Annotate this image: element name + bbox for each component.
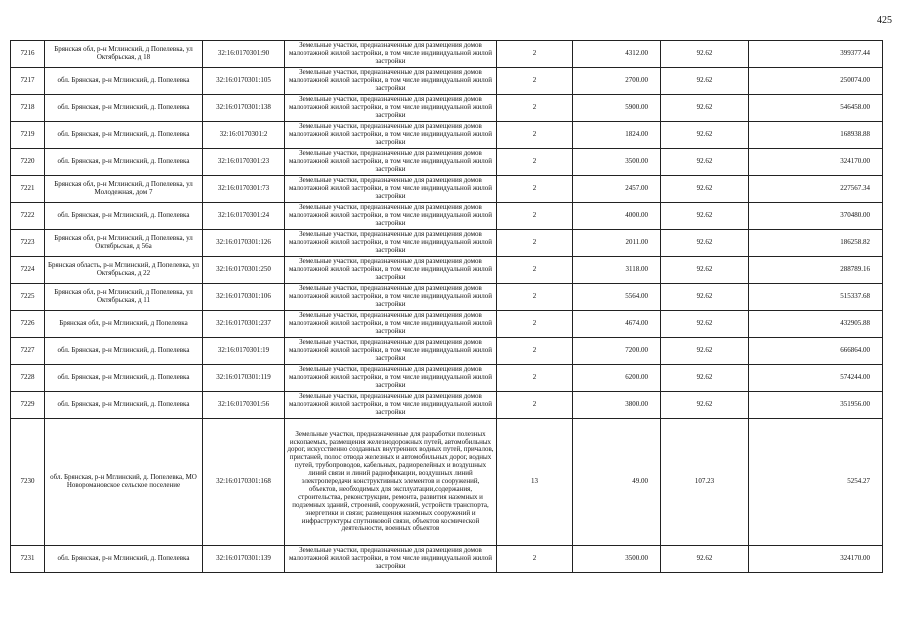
area-cell: 3500.00 xyxy=(573,546,661,573)
row-number-cell: 7220 xyxy=(11,149,45,176)
address-cell: Брянская обл, р-н Мглинский, д Попелевка, ул Октябрьская, д 11 xyxy=(45,284,203,311)
cadastral-value-cell: 168938.88 xyxy=(749,122,883,149)
specific-value-cell: 92.62 xyxy=(661,41,749,68)
table-row xyxy=(11,203,883,230)
area-cell: 4000.00 xyxy=(573,203,661,230)
page-number: 425 xyxy=(877,15,892,26)
cadastral-value-cell: 515337.68 xyxy=(749,284,883,311)
specific-value-cell: 92.62 xyxy=(661,284,749,311)
table-row xyxy=(11,149,883,176)
cadastral-number-cell: 32:16:0170301:90 xyxy=(203,41,285,68)
group-code-cell: 2 xyxy=(497,203,573,230)
address-cell: обл. Брянская, р-н Мглинский, д. Попелевка xyxy=(45,392,203,419)
row-number-cell: 7230 xyxy=(11,419,45,546)
cadastral-value-cell: 351956.00 xyxy=(749,392,883,419)
row-number-cell: 7225 xyxy=(11,284,45,311)
cadastral-value-cell: 574244.00 xyxy=(749,365,883,392)
address-cell: обл. Брянская, р-н Мглинский, д. Попелевка xyxy=(45,149,203,176)
specific-value-cell: 92.62 xyxy=(661,176,749,203)
area-cell: 2011.00 xyxy=(573,230,661,257)
cadastral-number-cell: 32:16:0170301:138 xyxy=(203,95,285,122)
land-use-description-cell: Земельные участки, предназначенные для размещения домов малоэтажной жилой застройки, в том числе индивидуальной жилой застройки xyxy=(285,338,497,365)
land-use-description-cell: Земельные участки, предназначенные для разработки полезных ископаемых, размещения железнодорожных путей, автомобильных дорог, искусственно созданных внутренних водных путей, причалов, пристаней, полос отвода железных и автомобильных дорог, водных путей, трубопроводов, кабельных, радиорелейных и воздушных линий связи и линий радиофикации, воздушных линий электропередачи конструктивных элементов и сооружений, объектов, необходимых для эксплуатации,содержания, строительства, реконструкции, ремонта, развития наземных и подземных зданий, строений, сооружений, устройств транспорта, энергетики и связи; размещения наземных сооружений и инфраструктуры спутниковой связи, объектов космической деятельности, военных объектов xyxy=(285,419,497,546)
cadastral-number-cell: 32:16:0170301:2 xyxy=(203,122,285,149)
group-code-cell: 2 xyxy=(497,68,573,95)
row-number-cell: 7223 xyxy=(11,230,45,257)
cadastral-number-cell: 32:16:0170301:106 xyxy=(203,284,285,311)
table-row xyxy=(11,230,883,257)
table-row xyxy=(11,392,883,419)
group-code-cell: 2 xyxy=(497,311,573,338)
row-number-cell: 7228 xyxy=(11,365,45,392)
land-use-description-cell: Земельные участки, предназначенные для размещения домов малоэтажной жилой застройки, в том числе индивидуальной жилой застройки xyxy=(285,95,497,122)
address-cell: обл. Брянская, р-н Мглинский, д. Попелевка xyxy=(45,546,203,573)
area-cell: 5900.00 xyxy=(573,95,661,122)
area-cell: 6200.00 xyxy=(573,365,661,392)
specific-value-cell: 92.62 xyxy=(661,149,749,176)
address-cell: обл. Брянская, р-н Мглинский, д. Попелевка xyxy=(45,68,203,95)
land-use-description-cell: Земельные участки, предназначенные для размещения домов малоэтажной жилой застройки, в том числе индивидуальной жилой застройки xyxy=(285,203,497,230)
cadastral-number-cell: 32:16:0170301:24 xyxy=(203,203,285,230)
address-cell: обл. Брянская, р-н Мглинский, д. Попелевка, МО Новоромановское сельское поселение xyxy=(45,419,203,546)
specific-value-cell: 92.62 xyxy=(661,203,749,230)
table-row xyxy=(11,95,883,122)
cadastral-value-cell: 432905.88 xyxy=(749,311,883,338)
cadastral-value-cell: 186258.82 xyxy=(749,230,883,257)
table-row xyxy=(11,176,883,203)
specific-value-cell: 92.62 xyxy=(661,338,749,365)
cadastral-number-cell: 32:16:0170301:56 xyxy=(203,392,285,419)
address-cell: Брянская обл, р-н Мглинский, д Попелевка, ул Октябрьская, д 56а xyxy=(45,230,203,257)
table-row xyxy=(11,122,883,149)
cadastral-value-cell: 324170.00 xyxy=(749,546,883,573)
cadastral-value-cell: 288789.16 xyxy=(749,257,883,284)
group-code-cell: 2 xyxy=(497,176,573,203)
cadastral-number-cell: 32:16:0170301:19 xyxy=(203,338,285,365)
specific-value-cell: 92.62 xyxy=(661,365,749,392)
address-cell: Брянская обл, р-н Мглинский, д Попелевка xyxy=(45,311,203,338)
land-use-description-cell: Земельные участки, предназначенные для размещения домов малоэтажной жилой застройки, в том числе индивидуальной жилой застройки xyxy=(285,257,497,284)
row-number-cell: 7226 xyxy=(11,311,45,338)
row-number-cell: 7222 xyxy=(11,203,45,230)
cadastral-number-cell: 32:16:0170301:237 xyxy=(203,311,285,338)
land-use-description-cell: Земельные участки, предназначенные для размещения домов малоэтажной жилой застройки, в том числе индивидуальной жилой застройки xyxy=(285,230,497,257)
group-code-cell: 2 xyxy=(497,149,573,176)
table-row xyxy=(11,419,883,546)
cadastral-number-cell: 32:16:0170301:119 xyxy=(203,365,285,392)
land-use-description-cell: Земельные участки, предназначенные для размещения домов малоэтажной жилой застройки, в том числе индивидуальной жилой застройки xyxy=(285,149,497,176)
table-row xyxy=(11,365,883,392)
cadastral-value-cell: 399377.44 xyxy=(749,41,883,68)
cadastral-value-cell: 250074.00 xyxy=(749,68,883,95)
group-code-cell: 2 xyxy=(497,284,573,311)
row-number-cell: 7216 xyxy=(11,41,45,68)
cadastral-value-cell: 227567.34 xyxy=(749,176,883,203)
land-use-description-cell: Земельные участки, предназначенные для размещения домов малоэтажной жилой застройки, в том числе индивидуальной жилой застройки xyxy=(285,546,497,573)
specific-value-cell: 92.62 xyxy=(661,311,749,338)
address-cell: обл. Брянская, р-н Мглинский, д. Попелевка xyxy=(45,338,203,365)
cadastral-value-cell: 370480.00 xyxy=(749,203,883,230)
row-number-cell: 7231 xyxy=(11,546,45,573)
address-cell: обл. Брянская, р-н Мглинский, д. Попелевка xyxy=(45,122,203,149)
area-cell: 4312.00 xyxy=(573,41,661,68)
specific-value-cell: 92.62 xyxy=(661,68,749,95)
land-use-description-cell: Земельные участки, предназначенные для размещения домов малоэтажной жилой застройки, в том числе индивидуальной жилой застройки xyxy=(285,122,497,149)
area-cell: 3800.00 xyxy=(573,392,661,419)
area-cell: 3118.00 xyxy=(573,257,661,284)
table-row xyxy=(11,257,883,284)
land-use-description-cell: Земельные участки, предназначенные для размещения домов малоэтажной жилой застройки, в том числе индивидуальной жилой застройки xyxy=(285,176,497,203)
land-use-description-cell: Земельные участки, предназначенные для размещения домов малоэтажной жилой застройки, в том числе индивидуальной жилой застройки xyxy=(285,68,497,95)
area-cell: 4674.00 xyxy=(573,311,661,338)
cadastral-value-table xyxy=(10,40,883,573)
table-row xyxy=(11,338,883,365)
cadastral-number-cell: 32:16:0170301:168 xyxy=(203,419,285,546)
table-row xyxy=(11,284,883,311)
cadastral-number-cell: 32:16:0170301:23 xyxy=(203,149,285,176)
cadastral-number-cell: 32:16:0170301:73 xyxy=(203,176,285,203)
group-code-cell: 2 xyxy=(497,257,573,284)
table-row xyxy=(11,311,883,338)
group-code-cell: 2 xyxy=(497,41,573,68)
table-body xyxy=(11,41,883,573)
address-cell: обл. Брянская, р-н Мглинский, д. Попелевка xyxy=(45,365,203,392)
address-cell: Брянская область, р-н Мглинский, д Попелевка, ул Октябрьская, д 22 xyxy=(45,257,203,284)
cadastral-number-cell: 32:16:0170301:250 xyxy=(203,257,285,284)
row-number-cell: 7221 xyxy=(11,176,45,203)
address-cell: Брянская обл, р-н Мглинский, д Попелевка, ул Октябрьская, д 18 xyxy=(45,41,203,68)
row-number-cell: 7218 xyxy=(11,95,45,122)
specific-value-cell: 92.62 xyxy=(661,230,749,257)
area-cell: 2457.00 xyxy=(573,176,661,203)
area-cell: 7200.00 xyxy=(573,338,661,365)
group-code-cell: 2 xyxy=(497,95,573,122)
row-number-cell: 7219 xyxy=(11,122,45,149)
group-code-cell: 2 xyxy=(497,230,573,257)
specific-value-cell: 92.62 xyxy=(661,546,749,573)
land-use-description-cell: Земельные участки, предназначенные для размещения домов малоэтажной жилой застройки, в том числе индивидуальной жилой застройки xyxy=(285,284,497,311)
address-cell: обл. Брянская, р-н Мглинский, д. Попелевка xyxy=(45,95,203,122)
specific-value-cell: 107.23 xyxy=(661,419,749,546)
cadastral-value-cell: 5254.27 xyxy=(749,419,883,546)
specific-value-cell: 92.62 xyxy=(661,392,749,419)
table-row xyxy=(11,41,883,68)
cadastral-number-cell: 32:16:0170301:139 xyxy=(203,546,285,573)
row-number-cell: 7227 xyxy=(11,338,45,365)
land-use-description-cell: Земельные участки, предназначенные для размещения домов малоэтажной жилой застройки, в том числе индивидуальной жилой застройки xyxy=(285,365,497,392)
group-code-cell: 2 xyxy=(497,365,573,392)
group-code-cell: 2 xyxy=(497,122,573,149)
group-code-cell: 2 xyxy=(497,392,573,419)
cadastral-value-cell: 546458.00 xyxy=(749,95,883,122)
land-use-description-cell: Земельные участки, предназначенные для размещения домов малоэтажной жилой застройки, в том числе индивидуальной жилой застройки xyxy=(285,41,497,68)
address-cell: Брянская обл, р-н Мглинский, д Попелевка, ул Молодежная, дом 7 xyxy=(45,176,203,203)
row-number-cell: 7229 xyxy=(11,392,45,419)
group-code-cell: 2 xyxy=(497,546,573,573)
cadastral-number-cell: 32:16:0170301:126 xyxy=(203,230,285,257)
cadastral-value-cell: 666864.00 xyxy=(749,338,883,365)
land-use-description-cell: Земельные участки, предназначенные для размещения домов малоэтажной жилой застройки, в том числе индивидуальной жилой застройки xyxy=(285,392,497,419)
specific-value-cell: 92.62 xyxy=(661,257,749,284)
area-cell: 5564.00 xyxy=(573,284,661,311)
group-code-cell: 13 xyxy=(497,419,573,546)
area-cell: 1824.00 xyxy=(573,122,661,149)
area-cell: 3500.00 xyxy=(573,149,661,176)
table-row xyxy=(11,68,883,95)
specific-value-cell: 92.62 xyxy=(661,95,749,122)
row-number-cell: 7217 xyxy=(11,68,45,95)
area-cell: 49.00 xyxy=(573,419,661,546)
cadastral-number-cell: 32:16:0170301:105 xyxy=(203,68,285,95)
group-code-cell: 2 xyxy=(497,338,573,365)
table-row xyxy=(11,546,883,573)
specific-value-cell: 92.62 xyxy=(661,122,749,149)
address-cell: обл. Брянская, р-н Мглинский, д. Попелевка xyxy=(45,203,203,230)
area-cell: 2700.00 xyxy=(573,68,661,95)
cadastral-value-cell: 324170.00 xyxy=(749,149,883,176)
land-use-description-cell: Земельные участки, предназначенные для размещения домов малоэтажной жилой застройки, в том числе индивидуальной жилой застройки xyxy=(285,311,497,338)
row-number-cell: 7224 xyxy=(11,257,45,284)
